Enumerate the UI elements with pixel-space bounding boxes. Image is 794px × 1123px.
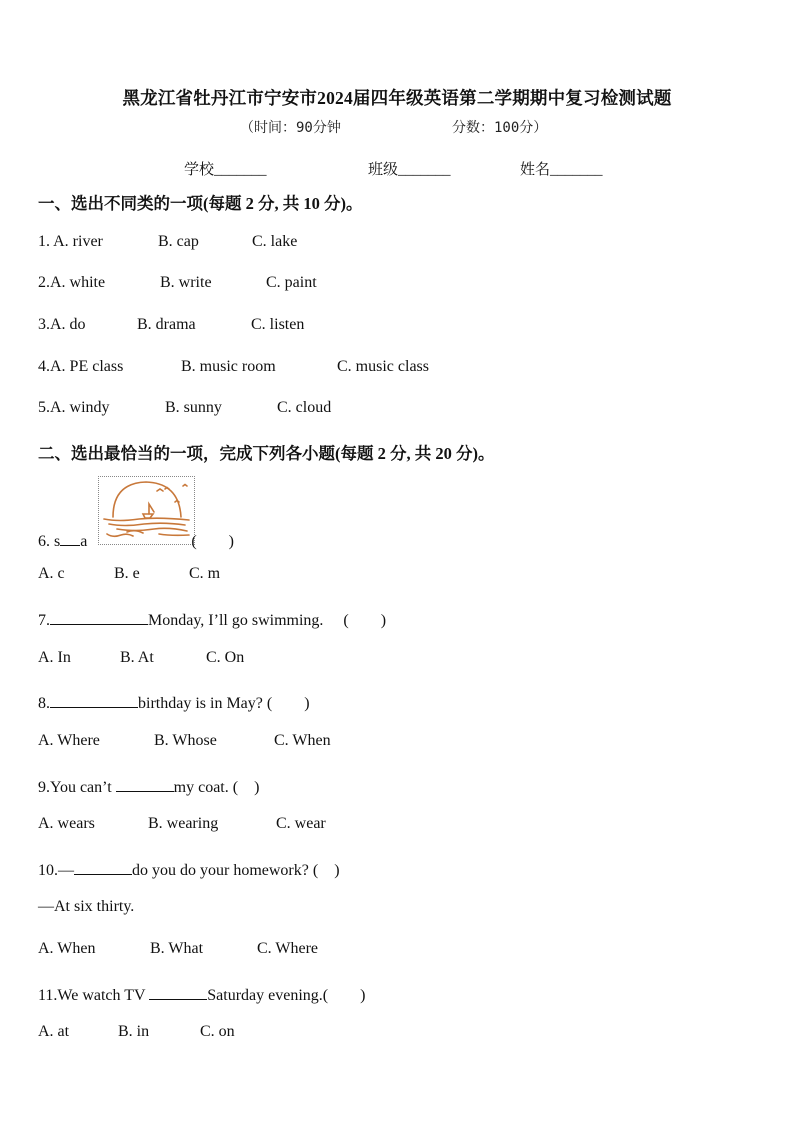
q6-stem-end: a <box>80 533 88 550</box>
option-a: A. at <box>38 1023 70 1040</box>
option-c: C. on <box>200 1023 235 1040</box>
exam-score: 分数：100分） <box>452 120 548 136</box>
question-6-options <box>38 565 220 583</box>
q10-number: 10.— <box>38 862 74 879</box>
question-8-options <box>38 732 331 750</box>
option-c: C. When <box>274 732 331 749</box>
q7-blank[interactable] <box>50 610 148 625</box>
q7-number: 7. <box>38 612 50 629</box>
q11-blank[interactable] <box>149 985 207 1000</box>
option-a: 5.A. windy <box>38 399 110 416</box>
option-b: B. write <box>160 274 212 291</box>
q8-blank[interactable] <box>50 693 138 708</box>
question-1 <box>38 233 297 251</box>
option-a: 3.A. do <box>38 316 86 333</box>
option-a: A. Where <box>38 732 100 749</box>
option-b: B. Whose <box>154 732 217 749</box>
q11-stem-end: Saturday evening.( ) <box>207 987 366 1004</box>
option-a: A. wears <box>38 815 95 832</box>
q6-stem-start: 6. s <box>38 533 61 550</box>
question-2 <box>38 274 317 292</box>
option-a: A. In <box>38 649 71 666</box>
option-b: B. in <box>118 1023 150 1040</box>
option-b: B. wearing <box>148 815 219 832</box>
q6-answer-paren[interactable]: ( ) <box>191 533 235 550</box>
question-8 <box>38 690 310 713</box>
question-7 <box>38 607 386 630</box>
question-11 <box>38 982 365 1005</box>
question-5 <box>38 399 331 417</box>
question-3 <box>38 316 304 334</box>
option-c: C. On <box>206 649 245 666</box>
option-c: C. paint <box>266 274 317 291</box>
question-10-options <box>38 940 318 958</box>
q10-blank[interactable] <box>74 860 132 875</box>
exam-time: （时间：90分钟 <box>240 120 341 136</box>
option-c: C. wear <box>276 815 326 832</box>
option-a: 1. A. river <box>38 233 103 250</box>
q11-stem-start: 11.We watch TV <box>38 987 146 1004</box>
option-c: C. lake <box>252 233 298 250</box>
school-field: 学校_______ <box>184 162 267 178</box>
question-9 <box>38 774 259 797</box>
question-10 <box>38 857 340 880</box>
option-c: C. Where <box>257 940 319 957</box>
question-10-dialogue: —At six thirty. <box>38 898 135 915</box>
question-7-options <box>38 649 244 667</box>
option-b: B. At <box>120 649 154 666</box>
section-1-heading: 一、选出不同类的一项(每题 2 分, 共 10 分)。 <box>38 194 363 213</box>
option-c: C. listen <box>251 316 305 333</box>
option-a: A. When <box>38 940 96 957</box>
option-a: 4.A. PE class <box>38 358 124 375</box>
name-field: 姓名_______ <box>520 162 603 178</box>
option-b: B. drama <box>137 316 196 333</box>
question-4 <box>38 358 429 376</box>
option-b: B. cap <box>158 233 199 250</box>
section-2-heading: 二、选出最恰当的一项，完成下列各小题(每题 2 分, 共 20 分)。 <box>38 444 495 463</box>
q10-stem: do you do your homework? ( ) <box>132 862 340 879</box>
option-b: B. sunny <box>165 399 222 416</box>
q8-number: 8. <box>38 695 50 712</box>
q9-stem-end: my coat. ( ) <box>173 779 260 796</box>
q8-stem: birthday is in May? ( ) <box>138 695 310 712</box>
option-b: B. What <box>150 940 204 957</box>
option-c: C. music class <box>337 358 429 375</box>
page-title: 黑龙江省牡丹江市宁安市2024届四年级英语第二学期期中复习检测试题 <box>122 88 672 108</box>
option-c: C. cloud <box>277 399 332 416</box>
question-6 <box>38 528 234 551</box>
question-9-options <box>38 815 326 833</box>
class-field: 班级_______ <box>368 162 451 178</box>
q7-stem: Monday, I’ll go swimming. <box>148 612 324 629</box>
option-a: 2.A. white <box>38 274 106 291</box>
q6-blank[interactable] <box>60 531 80 546</box>
q9-stem-start: 9.You can’t <box>38 779 112 796</box>
option-b: B. music room <box>181 358 276 375</box>
option-b: B. e <box>114 565 140 582</box>
question-11-options <box>38 1023 235 1041</box>
q7-answer-paren[interactable]: ( ) <box>343 612 387 629</box>
option-a: A. c <box>38 565 65 582</box>
option-c: C. m <box>189 565 221 582</box>
q9-blank[interactable] <box>116 777 174 792</box>
